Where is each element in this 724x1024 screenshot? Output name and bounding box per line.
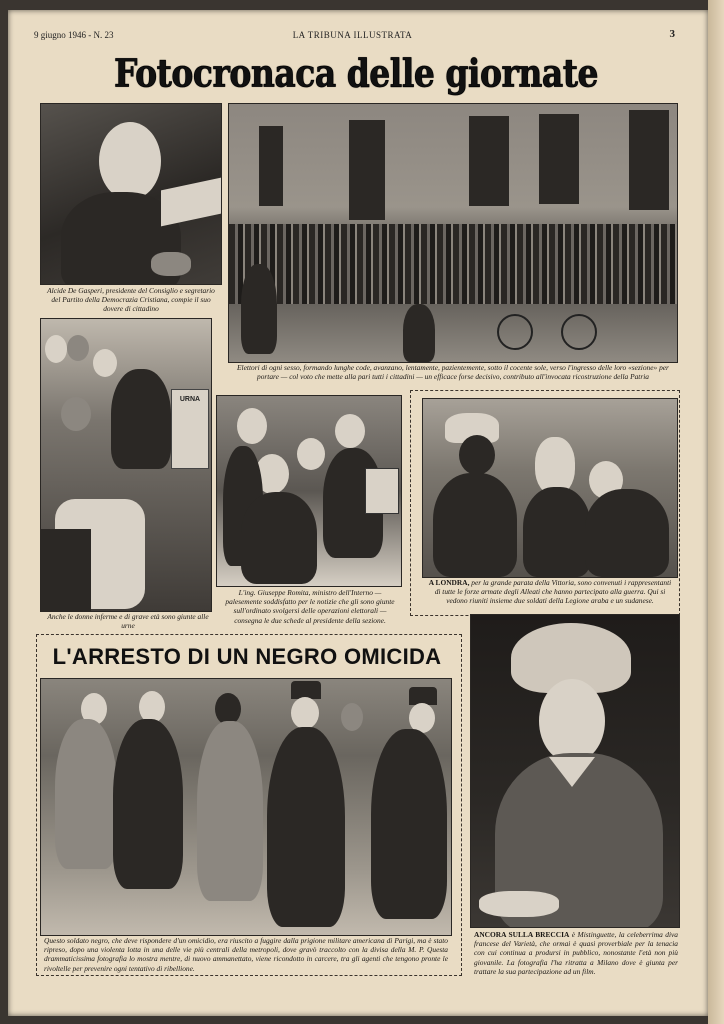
- figure-head: [45, 335, 67, 363]
- caption-romita: L'ing. Giuseppe Romita, ministro dell'Interno — palesemente soddisfatto per le notizie che gli sono giunte sull'ordinato svolgersi delle operazioni elettorali — consegna le due schede al presidente della sezione.: [225, 588, 395, 625]
- bicycle-wheel: [497, 314, 533, 350]
- caption-women: Anche le donne inferme e di grave età sono giunte alle urne: [47, 612, 209, 631]
- photo-degasperi: [40, 103, 222, 285]
- figure-body: [241, 492, 317, 584]
- building-window: [629, 110, 669, 210]
- caption-mistinguette-lead: ANCORA SULLA BRECCIA: [474, 930, 570, 939]
- photo-women-voting: [40, 318, 212, 612]
- photo-crowd: [228, 103, 678, 363]
- caption-crowd: Elettori di ogni sesso, formando lunghe code, avanzano, lentamente, pazientemente, sotto il cocente sole, verso l'ingresso delle loro «sezione» per portare — col voto che mette alla pari tutti i cittadini — un efficace forse decisivo, contributo all'invocata ricostruzione della Patria: [237, 363, 669, 382]
- figure-head: [341, 703, 363, 731]
- figure-head: [335, 414, 365, 448]
- page-headline: Fotocronaca delle giornate: [114, 51, 598, 96]
- caption-degasperi: Alcide De Gasperi, presidente del Consiglio e segretario del Partito della Democrazia Cristiana, compie il suo dovere di cittadino: [47, 286, 215, 314]
- issue-date: 9 giugno 1946 - N. 23: [34, 30, 114, 40]
- figure-foreground: [403, 304, 435, 362]
- hand: [479, 891, 559, 917]
- figure-head: [297, 438, 325, 470]
- figure-head: [539, 679, 605, 763]
- photo-romita: [216, 395, 402, 587]
- figure-body: [433, 473, 517, 577]
- figure-body: [55, 719, 117, 869]
- page-edge: [708, 0, 724, 1024]
- ballot-box: [161, 178, 221, 227]
- ballot-box: [365, 468, 399, 514]
- caption-london-text: per la grande parata della Vittoria, sono convenuti i rappresentanti di tutte le forze armate degli Alleati che hanno partecipato alla guerra. Qui si vedono riuniti insieme due soldati della Legione araba e un sudanese.: [434, 578, 672, 606]
- bicycle-wheel: [561, 314, 597, 350]
- figure-head: [459, 435, 495, 475]
- hand: [151, 252, 191, 276]
- masthead: LA TRIBUNA ILLUSTRATA: [292, 30, 413, 40]
- figure-head: [67, 335, 89, 361]
- photo-mistinguette: [470, 614, 680, 928]
- building-door: [349, 120, 385, 220]
- figure-body: [585, 489, 669, 577]
- building-window: [539, 114, 579, 204]
- photo-london: [422, 398, 678, 578]
- caption-london-lead: A LONDRA,: [428, 578, 470, 587]
- page-header: [30, 28, 675, 42]
- wheelchair: [41, 529, 91, 611]
- figure-head: [237, 408, 267, 444]
- figure-foreground: [241, 264, 277, 354]
- caption-arrest: Questo soldato negro, che deve rispondere d'un omicidio, era riuscito a fuggire dalla prigione militare americana di Parigi, ma è stato ripreso, dopo una violenta lotta in una delle vie più centrali della metropoli, dove gravò traccolto con la divisa della M. P. Questa drammaticissima fotografia lo mostra mentre, di nuovo ammanettato, viene ricondotto in carcere, tra gli agenti che tengono pronte le rivoltelle per prevenire ogni tentativo di ribellione.: [44, 936, 448, 973]
- building-window: [469, 116, 509, 206]
- caption-london: [426, 578, 674, 606]
- page-number: 3: [669, 28, 675, 40]
- caption-mistinguette: [474, 930, 678, 976]
- figure-body: [197, 721, 263, 901]
- figure-head: [291, 697, 319, 729]
- figure-head: [99, 122, 161, 200]
- caption-mistinguette-text: è Mistinguette, la celeberrima diva francese del Varietà, che ormai è quasi proverbiale per la tenacia con cui continua a prodursi in pubblico, nonostante l'età non più giovanile. La fotografia l'ha ritratta a Milano dove è giunta per trattare la sua partecipazione ad un film.: [474, 930, 678, 976]
- figure-body: [113, 719, 183, 889]
- figure-head: [93, 349, 117, 377]
- ballot-sign: [171, 389, 209, 469]
- figure-body: [523, 487, 591, 577]
- figure-body: [267, 727, 345, 927]
- building-window: [259, 126, 283, 206]
- photo-arrest: [40, 678, 452, 936]
- crowd-band: [229, 224, 677, 304]
- figure-body: [371, 729, 447, 919]
- figure-head: [61, 397, 91, 431]
- figure-body: [111, 369, 171, 469]
- ballot-sign-text: URNA: [179, 396, 201, 403]
- section-title-arrest: L'ARRESTO DI UN NEGRO OMICIDA: [52, 644, 442, 669]
